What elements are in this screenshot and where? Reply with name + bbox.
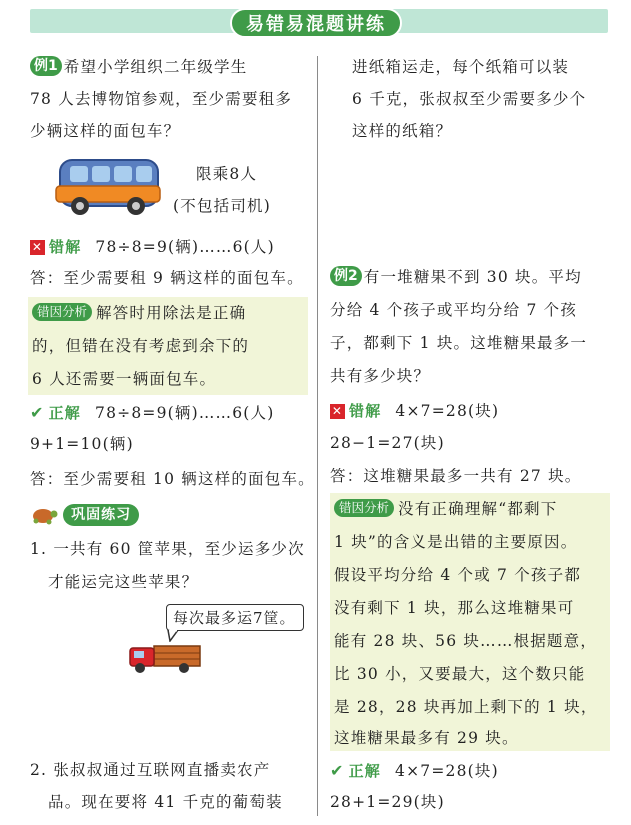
analysis2-tag: 错因分析 [334, 499, 394, 517]
wrong1-line: ✕ 错解 78÷8=9(辆)……6(人) [31, 238, 275, 256]
example2-line-3: 子，都剩下 1 块。这堆糖果最多一 [330, 334, 588, 352]
van-note-1: 限乘8人 [196, 165, 258, 183]
q2-cont-line-1: 进纸箱运走，每个纸箱可以装 [352, 58, 570, 76]
speech-bubble [166, 604, 304, 631]
example1-line-2: 78 人去博物馆参观，至少需要租多 [30, 90, 293, 108]
right2-calc2: 28+1=29(块) [330, 793, 445, 811]
analysis2-line-5: 能有 28 块、56 块……根据题意， [334, 632, 598, 650]
truck-note: 每次最多运7筐。 [173, 609, 296, 627]
column-divider [317, 56, 318, 816]
example2-badge: 例2 [330, 266, 362, 286]
practice-q1-line-2: 才能运完这些苹果？ [48, 573, 199, 591]
analysis2-line-8: 这堆糖果最多有 29 块。 [334, 729, 519, 747]
analysis1-tag: 错因分析 [32, 303, 92, 321]
van-illustration [52, 154, 164, 220]
right2-line: ✔ 正解 4×7=28(块) [330, 761, 499, 780]
practice-label: 巩固练习 [63, 504, 139, 526]
analysis2-line-2: 1 块”的含义是出错的主要原因。 [334, 533, 578, 551]
truck-illustration [126, 640, 204, 676]
wrong2-calc2: 28−1=27(块) [330, 434, 445, 452]
example1-line-3: 少辆这样的面包车？ [30, 122, 181, 140]
example2-line-2: 分给 4 个孩子或平均分给 7 个孩 [330, 301, 578, 319]
analysis2-line-6: 比 30 小，又要最大，这个数只能 [334, 665, 586, 683]
section-title: 易错易混题讲练 [230, 8, 402, 38]
right1-answer: 答：至少需要租 10 辆这样的面包车。 [30, 470, 315, 488]
right1-line: ✔ 正解 78÷8=9(辆)……6(人) [30, 403, 275, 422]
example1-badge: 例1 [30, 56, 62, 76]
analysis1-line-2: 的，但错在没有考虑到余下的 [32, 337, 250, 355]
example2-line-1: 例2 有一堆糖果不到 30 块。平均 [330, 263, 582, 292]
right1-calc2: 9+1=10(辆) [30, 435, 134, 453]
practice-q2-line-1: 2. 张叔叔通过互联网直播卖农产 [30, 761, 271, 779]
check-icon: ✔ [30, 403, 45, 422]
wrong2-line: ✕ 错解 4×7=28(块) [331, 402, 500, 420]
practice-q1-line-1: 1. 一共有 60 筐苹果，至少运多少次 [30, 540, 305, 558]
practice-q2-line-2: 品。现在要将 41 千克的葡萄装 [48, 793, 283, 811]
wrong1-answer: 答：至少需要租 9 辆这样的面包车。 [30, 269, 304, 287]
analysis1-line-3: 6 人还需要一辆面包车。 [32, 370, 217, 388]
cross-icon: ✕ [31, 240, 44, 254]
example1-line-1: 例1 希望小学组织二年级学生 [30, 53, 247, 82]
analysis1-line-1: 错因分析 解答时用除法是正确 [32, 299, 246, 328]
cross-icon: ✕ [331, 404, 344, 418]
practice-header [30, 503, 139, 526]
example2-line-4: 共有多少块？ [330, 367, 431, 385]
check-icon: ✔ [330, 761, 345, 780]
analysis2-line-1: 错因分析 没有正确理解“都剩下 [334, 495, 557, 524]
van-note-2: (不包括司机) [173, 197, 271, 215]
q2-cont-line-3: 这样的纸箱？ [352, 122, 453, 140]
analysis2-line-3: 假设平均分给 4 个或 7 个孩子都 [334, 566, 582, 584]
analysis2-line-4: 没有剩下 1 块，那么这堆糖果可 [334, 599, 575, 617]
turtle-icon [30, 503, 58, 525]
wrong2-answer: 答：这堆糖果最多一共有 27 块。 [330, 467, 582, 485]
q2-cont-line-2: 6 千克，张叔叔至少需要多少个 [352, 90, 587, 108]
analysis2-line-7: 是 28，28 块再加上剩下的 1 块， [334, 698, 598, 716]
